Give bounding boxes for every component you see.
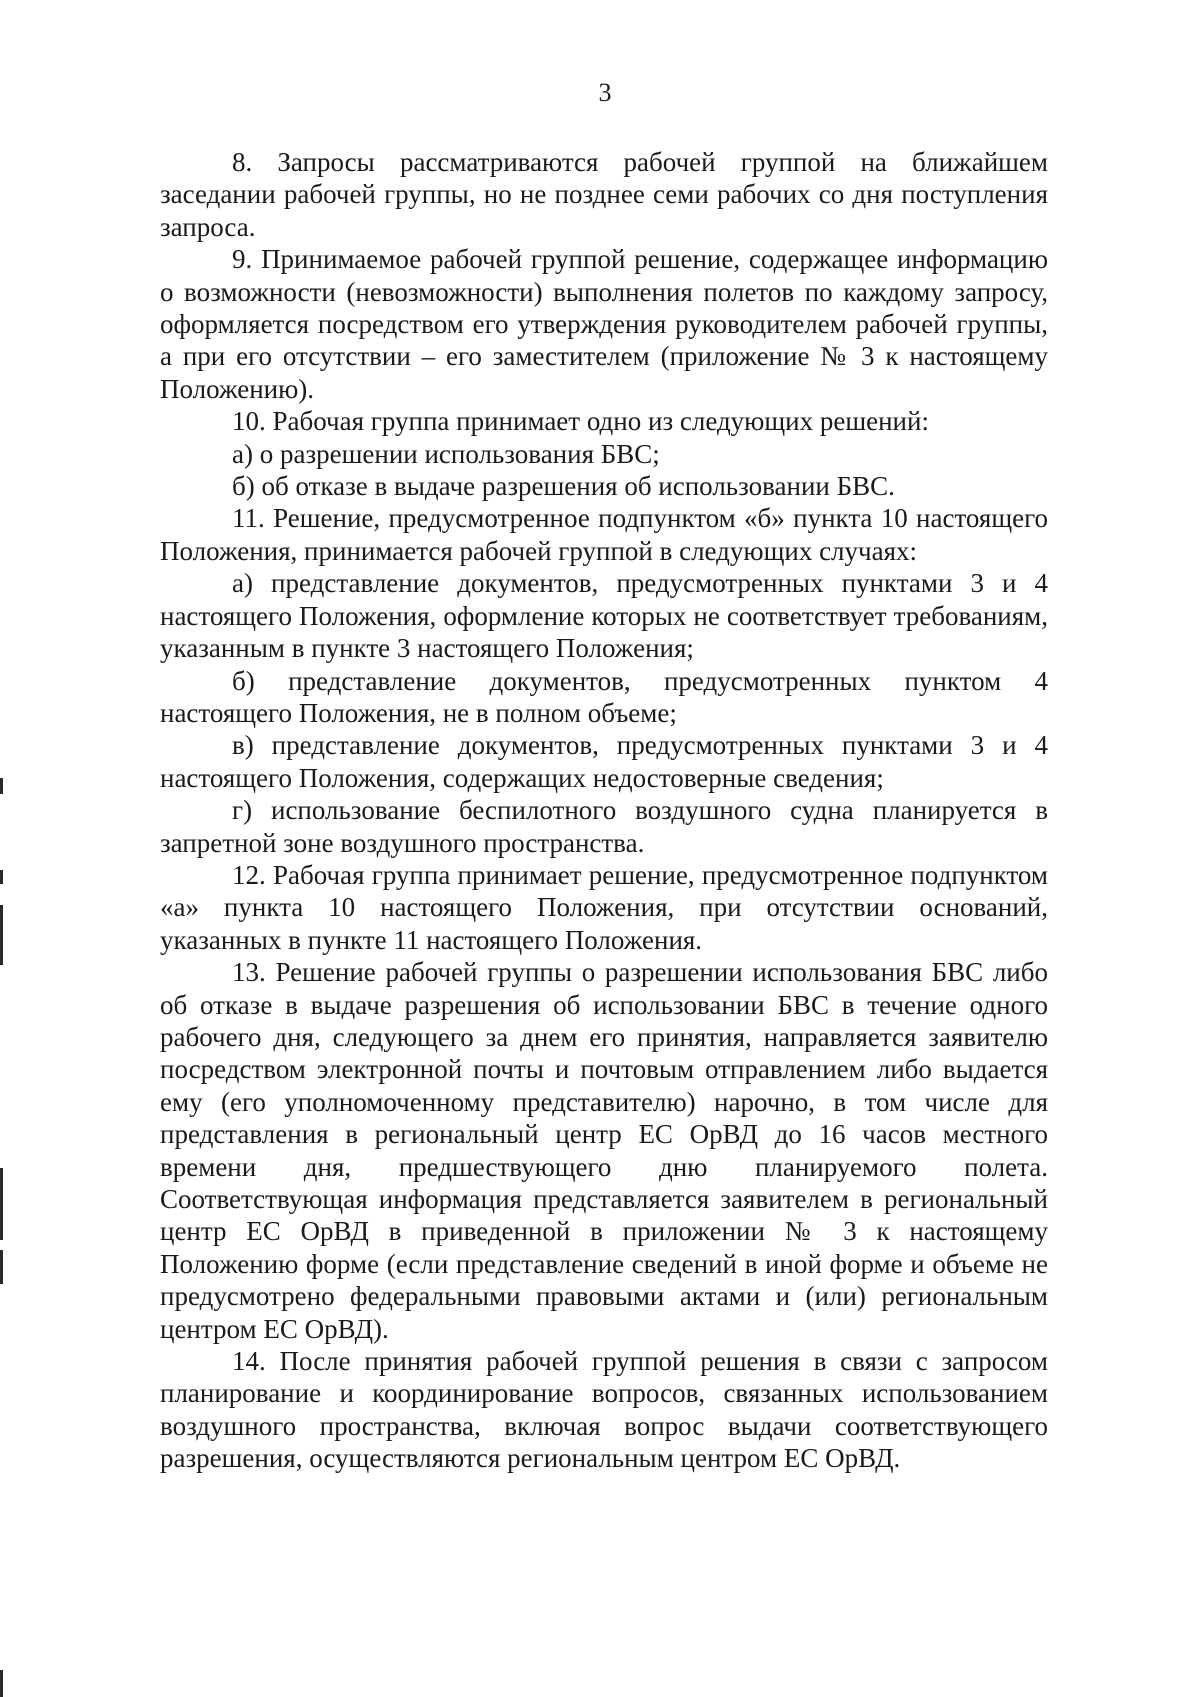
paragraph-11: 11. Решение, предусмотренное подпунктом «б» пункта 10 настоящего Положения, принимается рабочей группой в следующих случаях: <box>160 503 1048 566</box>
scan-edge-mark <box>0 1670 3 1697</box>
paragraph-9: 9. Принимаемое рабочей группой решение, содержащее информацию о возможности (невозможности) выполнения полетов по каждому запросу, оформляется посредством его утверждения руководителем рабочей группы, а при его отсутствии – его заместителем (приложение № 3 к настоящему Положению). <box>160 244 1048 404</box>
scan-edge-mark <box>0 905 3 965</box>
paragraph-11-item-v: в) представление документов, предусмотренных пунктами 3 и 4 настоящего Положения, содержащих недостоверные сведения; <box>160 730 1048 793</box>
paragraph-11-item-a: а) представление документов, предусмотренных пунктами 3 и 4 настоящего Положения, оформление которых не соответствует требованиям, указанным в пункте 3 настоящего Положения; <box>160 568 1048 664</box>
page-number: 3 <box>598 78 612 107</box>
scan-edge-mark <box>0 778 3 794</box>
paragraph-8: 8. Запросы рассматриваются рабочей группой на ближайшем заседании рабочей группы, но не позднее семи рабочих со дня поступления запроса. <box>160 147 1048 242</box>
paragraph-10-item-a: а) о разрешении использования БВС; <box>232 438 660 469</box>
paragraph-14: 14. После принятия рабочей группой решения в связи с запросом планирование и координирование вопросов, связанных использованием воздушного пространства, включая вопрос выдачи соответствующего разрешения, осуществляются региональным центром ЕС ОрВД. <box>160 1346 1048 1474</box>
paragraph-12: 12. Рабочая группа принимает решение, предусмотренное подпунктом «а» пункта 10 настоящего Положения, при отсутствии оснований, указанных в пункте 11 настоящего Положения. <box>160 859 1048 955</box>
scan-edge-mark <box>0 870 3 884</box>
paragraph-11-item-b: б) представление документов, предусмотренных пунктом 4 настоящего Положения, не в полном объеме; <box>160 665 1048 728</box>
paragraph-13: 13. Решение рабочей группы о разрешении использования БВС либо об отказе в выдаче разрешения об использовании БВС в течение одного рабочего дня, следующего за днем его принятия, направляется заявителю посредством электронной почты и почтовым отправлением либо выдается ему (его уполномоченному представителю) нарочно, в том числе для представления в региональный центр ЕС ОрВД до 16 часов местного времени дня, предшествующего дню планируемого полета. Соответствующая информация представляется заявителем в региональный центр ЕС ОрВД в приведенной в приложении № 3 к настоящему Положению форме (если представление сведений в иной форме и объеме не предусмотрено федеральными правовыми актами и (или) региональным центром ЕС ОрВД). <box>160 957 1048 1344</box>
scan-edge-mark <box>0 1250 3 1284</box>
paragraph-11-item-g: г) использование беспилотного воздушного судна планируется в запретной зоне воздушного пространства. <box>160 795 1048 858</box>
paragraph-10: 10. Рабочая группа принимает одно из следующих решений: <box>232 406 929 437</box>
scan-edge-mark <box>0 1168 3 1240</box>
paragraph-10-item-b: б) об отказе в выдаче разрешения об использовании БВС. <box>232 471 895 502</box>
document-body <box>160 146 1048 1475</box>
